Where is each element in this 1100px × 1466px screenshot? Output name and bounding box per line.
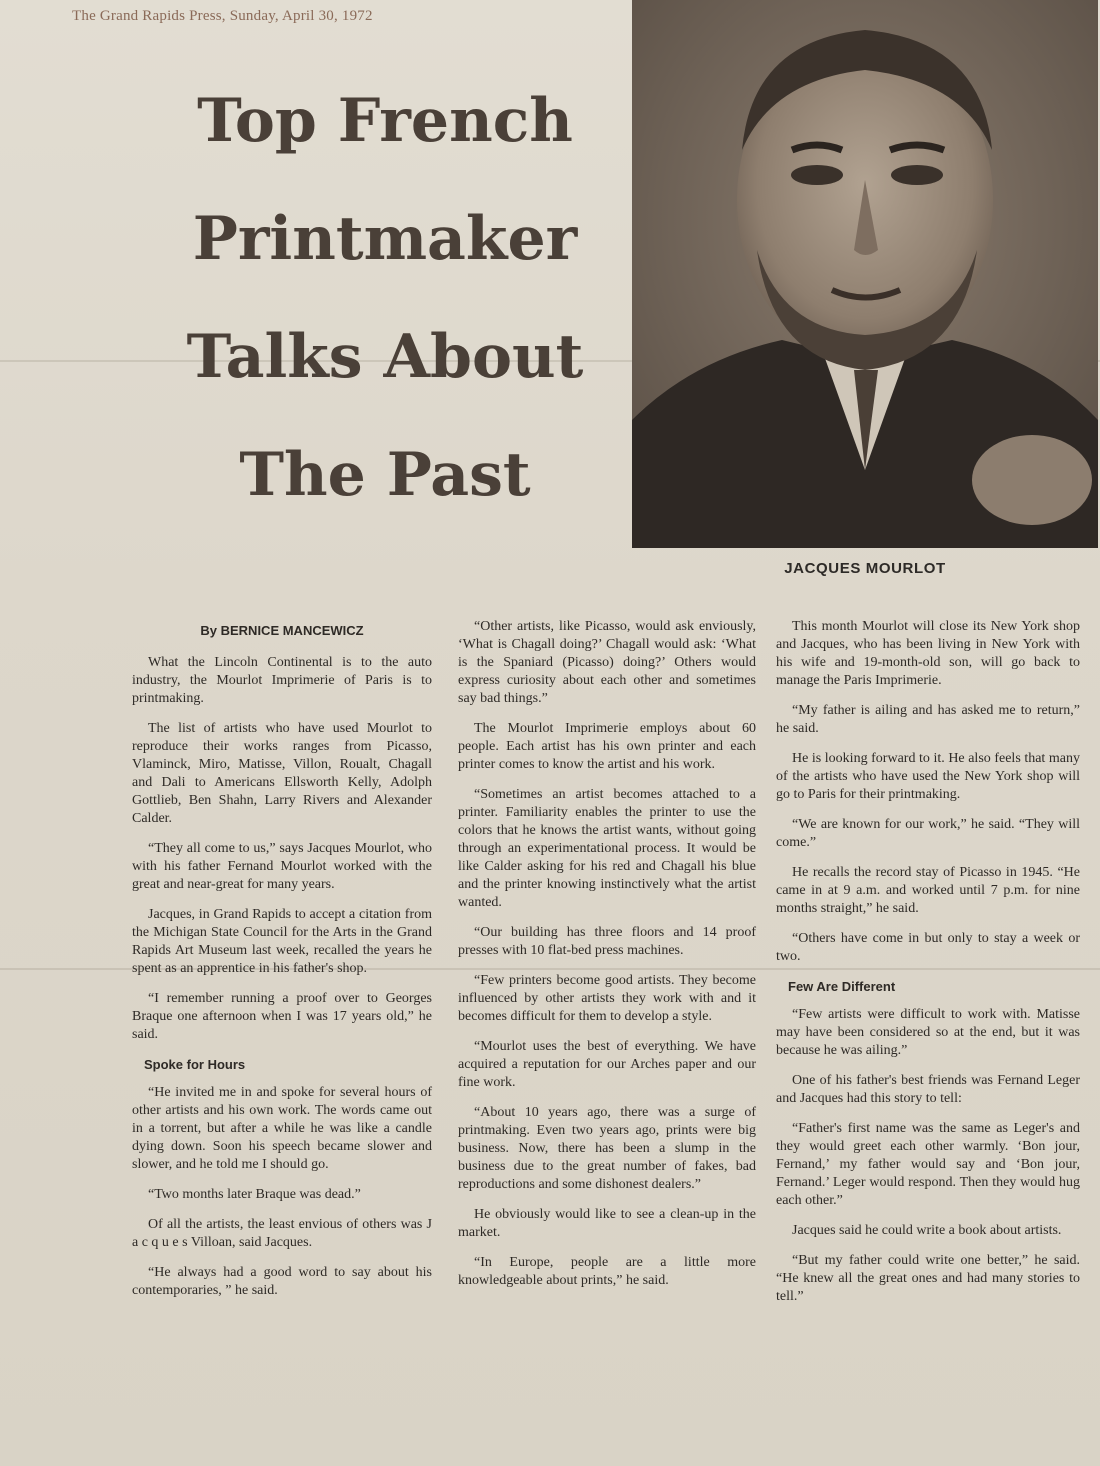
dateline: The Grand Rapids Press, Sunday, April 30, 1972 <box>72 8 373 24</box>
paragraph: What the Lincoln Continental is to the auto industry, the Mourlot Imprimerie of Paris is to printmaking. <box>132 655 432 706</box>
headline-line: Printmaker <box>192 204 578 274</box>
paragraph: Of all the artists, the least envious of others was J a c q u e s Villoan, said Jacques. <box>132 1217 432 1250</box>
paragraph: Jacques, in Grand Rapids to accept a citation from the Michigan State Council for the Arts in the Grand Rapids Art Museum last week, recalled the years he spent as an apprentice in his father's shop. <box>132 907 432 976</box>
paragraph: He obviously would like to see a clean-up in the market. <box>458 1207 756 1240</box>
photo-caption: JACQUES MOURLOT <box>784 560 946 577</box>
headline-line: Talks About <box>186 322 584 392</box>
paragraph: “He invited me in and spoke for several hours of other artists and his own work. The words came out in a torrent, but after a while he was like a candle dying down. Soon his speech became slower and slower, and he told me I should go. <box>132 1085 432 1172</box>
headline <box>150 62 620 534</box>
paragraph: “My father is ailing and has asked me to return,” he said. <box>776 703 1080 736</box>
paragraph: This month Mourlot will close its New York shop and Jacques, who has been living in New York with his wife and 19-month-old son, will go back to manage the Paris Imprimerie. <box>776 619 1080 688</box>
paragraph: “They all come to us,” says Jacques Mourlot, who with his father Fernand Mourlot worked with the great and near-great for many years. <box>132 841 432 892</box>
paragraph: “Mourlot uses the best of everything. We have acquired a reputation for our Arches paper and our fine work. <box>458 1039 756 1090</box>
paragraph: “Others have come in but only to stay a week or two. <box>776 931 1080 964</box>
headline-line: The Past <box>239 440 531 510</box>
paragraph: “Father's first name was the same as Leger's and they would greet each other warmly. ‘Bon jour, Fernand,’ my father would say and ‘Bon jour, Fernand.’ Leger would respond. Then they would hug each other.” <box>776 1121 1080 1208</box>
subhead: Few Are Different <box>788 979 896 994</box>
headline-line: Top French <box>197 86 573 156</box>
paragraph: “He always had a good word to say about his contemporaries, ” he said. <box>132 1265 432 1298</box>
article-column-1 <box>132 618 432 1312</box>
subhead: Spoke for Hours <box>144 1057 246 1072</box>
paragraph: He recalls the record stay of Picasso in 1945. “He came in at 9 a.m. and worked until 7 p.m. for nine months straight,” he said. <box>776 865 1080 916</box>
byline: By BERNICE MANCEWICZ <box>200 623 364 638</box>
paragraph: He is looking forward to it. He also feels that many of the artists who have used the New York shop will go to Paris for their printmaking. <box>776 751 1080 802</box>
paragraph: Jacques said he could write a book about artists. <box>792 1223 1062 1238</box>
paragraph: The Mourlot Imprimerie employs about 60 people. Each artist has his own printer and each printer comes to know the artist and his work. <box>458 721 756 772</box>
portrait-illustration <box>632 0 1098 548</box>
article-column-3 <box>776 618 1080 1318</box>
paragraph: One of his father's best friends was Fernand Leger and Jacques had this story to tell: <box>776 1073 1080 1106</box>
paragraph: “About 10 years ago, there was a surge of printmaking. Even two years ago, prints were big business. Now, there has been a slump in the business due to the great number of fakes, bad reproductions and some dishonest dealers.” <box>458 1105 756 1192</box>
paragraph: “Our building has three floors and 14 proof presses with 10 flat-bed press machines. <box>458 925 756 958</box>
paragraph: “In Europe, people are a little more knowledgeable about prints,” he said. <box>458 1255 756 1288</box>
paragraph: “But my father could write one better,” he said. “He knew all the great ones and had many stories to tell.” <box>776 1253 1080 1304</box>
paragraph: “I remember running a proof over to Georges Braque one afternoon when I was 17 years old,” he said. <box>132 991 432 1042</box>
paragraph: The list of artists who have used Mourlot to reproduce their works ranges from Picasso, Vlaminck, Miro, Matisse, Villon, Roualt, Chagall and Dali to Americans Ellsworth Kelly, Adolph Gottlieb, Ben Shahn, Larry Rivers and Alexander Calder. <box>132 721 432 826</box>
paragraph: “Few printers become good artists. They become influenced by other artists they work with and it becomes difficult for them to develop a style. <box>458 973 756 1024</box>
paragraph: “Other artists, like Picasso, would ask enviously, ‘What is Chagall doing?’ Chagall would ask: ‘What is the Spaniard (Picasso) doing?’ Others would express curiosity about each other and sometimes say bad things.” <box>458 619 756 706</box>
paragraph: “We are known for our work,” he said. “They will come.” <box>776 817 1080 850</box>
article-column-2 <box>458 618 756 1302</box>
paragraph: “Few artists were difficult to work with. Matisse may have been considered so at the end, but it was because he was ailing.” <box>776 1007 1080 1058</box>
portrait-photo <box>632 0 1098 548</box>
paragraph: “Two months later Braque was dead.” <box>148 1187 361 1202</box>
paragraph: “Sometimes an artist becomes attached to a printer. Familiarity enables the printer to use the colors that he knows the artist wants, without going through an experimentational process. It would be like Calder asking for his red and Chagall his blue and the printer knowing instinctively what the artist wanted. <box>458 787 756 910</box>
